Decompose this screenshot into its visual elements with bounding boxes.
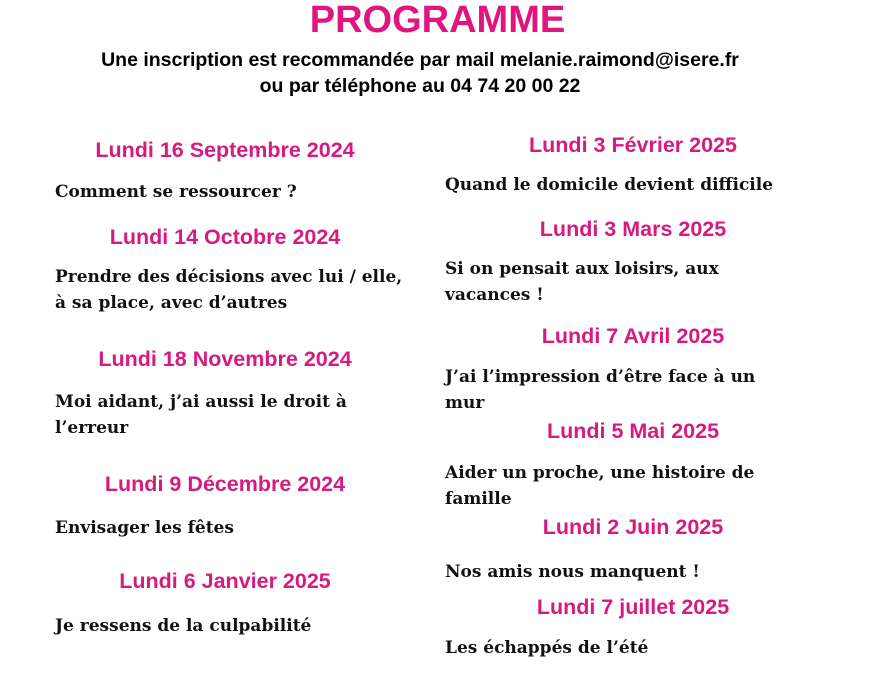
session-topic: J’ai l’impression d’être face à un mur bbox=[445, 367, 756, 413]
session-topic: Envisager les fêtes bbox=[55, 518, 234, 538]
session-topic: Je ressens de la culpabilité bbox=[55, 616, 312, 636]
session-date: Lundi 18 Novembre 2024 bbox=[98, 347, 352, 371]
page-title: PROGRAMME bbox=[309, 0, 566, 41]
registration-phone-line: ou par téléphone au 04 74 20 00 22 bbox=[259, 75, 581, 97]
session-date: Lundi 16 Septembre 2024 bbox=[95, 138, 355, 162]
session-date: Lundi 2 Juin 2025 bbox=[542, 515, 724, 539]
session-topic: Moi aidant, j’ai aussi le droit à l’erreur bbox=[55, 392, 347, 438]
session-topic: Quand le domicile devient difficile bbox=[445, 175, 774, 195]
session-date: Lundi 9 Décembre 2024 bbox=[104, 472, 346, 496]
session-date: Lundi 3 Février 2025 bbox=[529, 133, 737, 157]
session-date: Lundi 7 juillet 2025 bbox=[536, 595, 730, 619]
session-topic: Nos amis nous manquent ! bbox=[445, 562, 700, 582]
session-topic: Comment se ressourcer ? bbox=[55, 182, 297, 202]
registration-email-line: Une inscription est recommandée par mail melanie.raimond@isere.fr bbox=[101, 49, 739, 71]
session-topic: Aider un proche, une histoire de famille bbox=[445, 463, 755, 509]
session-topic: Prendre des décisions avec lui / elle, à sa place, avec d’autres bbox=[55, 267, 403, 313]
session-date: Lundi 3 Mars 2025 bbox=[539, 217, 727, 241]
session-date: Lundi 14 Octobre 2024 bbox=[109, 225, 341, 249]
session-date: Lundi 6 Janvier 2025 bbox=[119, 569, 331, 593]
session-date: Lundi 5 Mai 2025 bbox=[546, 419, 720, 443]
session-date: Lundi 7 Avril 2025 bbox=[541, 324, 725, 348]
session-topic: Si on pensait aux loisirs, aux vacances ! bbox=[445, 259, 719, 305]
session-topic: Les échappés de l’été bbox=[445, 638, 649, 658]
